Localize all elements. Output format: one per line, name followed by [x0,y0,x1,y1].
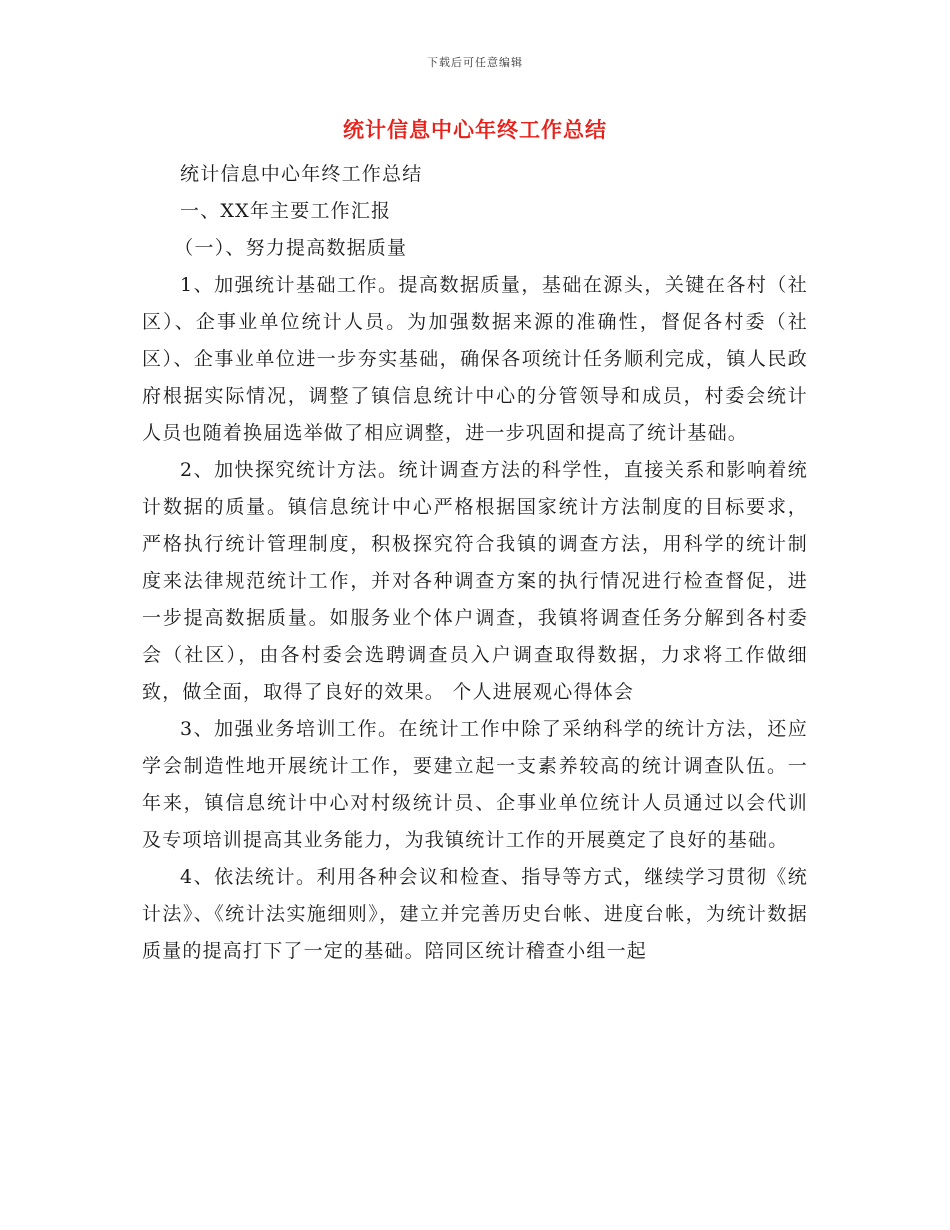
paragraph-item-2: 2、加快探究统计方法。统计调查方法的科学性，直接关系和影响着统计数据的质量。镇信息统计中心严格根据国家统计方法制度的目标要求，严格执行统计管理制度，积极探究符合我镇的调查方法，用科学的统计制度来法律规范统计工作，并对各种调查方案的执行情况进行检查督促，进一步提高数据质量。如服务业个体户调查，我镇将调查任务分解到各村委会（社区），由各村委会选聘调查员入户调查取得数据，力求将工作做细致，做全面，取得了良好的效果。 个人进展观心得体会 [142,459,808,703]
paragraph-item-1: 1、加强统计基础工作。提高数据质量，基础在源头，关键在各村（社区）、企事业单位统计人员。为加强数据来源的准确性，督促各村委（社区）、企事业单位进一步夯实基础，确保各项统计任务顺利完成，镇人民政府根据实际情况，调整了镇信息统计中心的分管领导和成员，村委会统计人员也随着换届选举做了相应调整，进一步巩固和提高了统计基础。 [142,274,808,444]
paragraph-section-heading: 一、XX年主要工作汇报 [180,200,392,222]
paragraph-subsection-heading: （一）、努力提高数据质量 [174,237,408,259]
document-title: 统计信息中心年终工作总结 [343,118,607,142]
header-note: 下载后可任意编辑 [427,56,523,69]
paragraph-item-3: 3、加强业务培训工作。在统计工作中除了采纳科学的统计方法，还应学会制造性地开展统计工作，要建立起一支素养较高的统计调查队伍。一年来，镇信息统计中心对村级统计员、企事业单位统计人员通过以会代训及专项培训提高其业务能力，为我镇统计工作的开展奠定了良好的基础。 [142,718,808,851]
paragraph-item-4: 4、依法统计。利用各种会议和检查、指导等方式，继续学习贯彻《统计法》、《统计法实施细则》，建立并完善历史台帐、进度台帐，为统计数据质量的提高打下了一定的基础。陪同区统计稽查小组一起 [142,866,808,962]
paragraph-doc-heading: 统计信息中心年终工作总结 [180,163,423,185]
document-body [142,156,808,970]
